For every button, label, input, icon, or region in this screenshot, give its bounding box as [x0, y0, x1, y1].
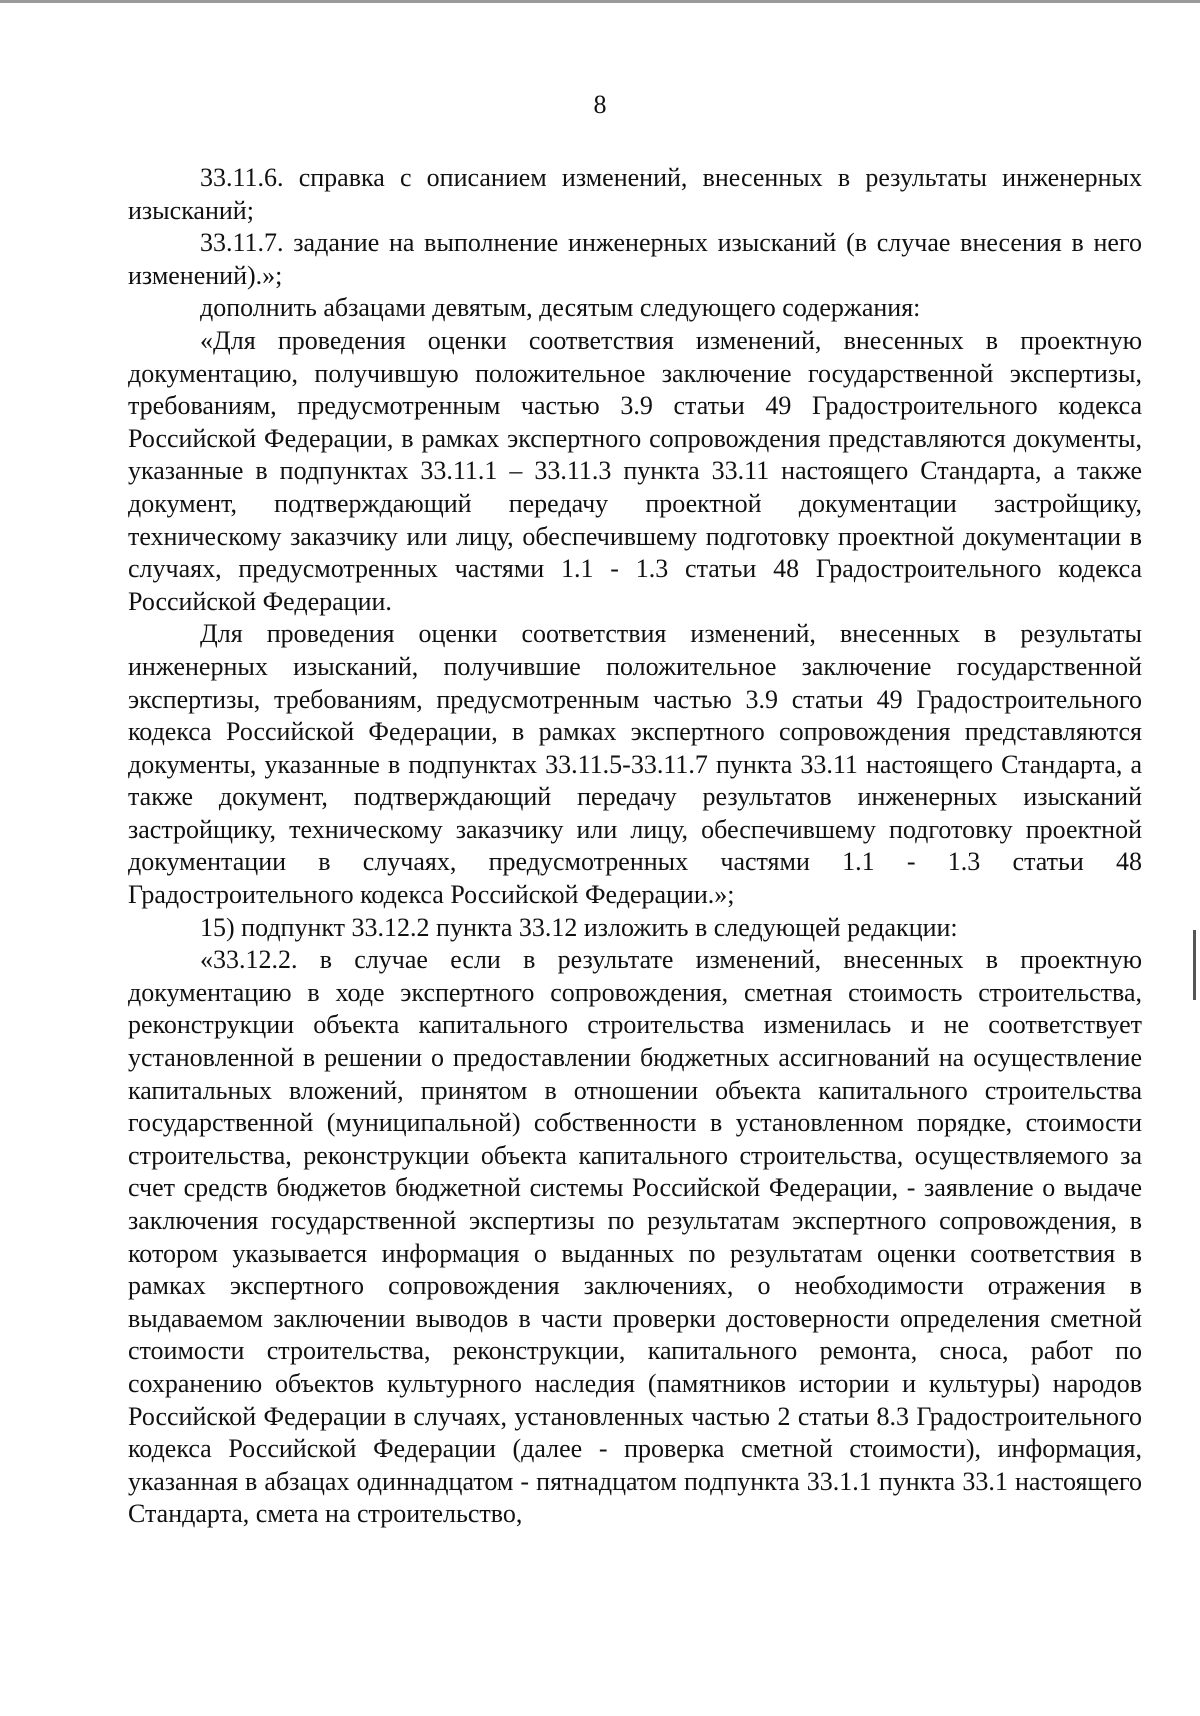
- paragraph-project-documentation: «Для проведения оценки соответствия изменений, внесенных в проектную документацию, получившую положительное заключение государственной экспертизы, требованиям, предусмотренным частью 3.9 статьи 49 Градостроительного кодекса Российской Федерации, в рамках экспертного сопровождения представляются документы, указанные в подпунктах 33.11.1 – 33.11.3 пункта 33.11 настоящего Стандарта, а также документ, подтверждающий передачу проектной документации застройщику, техническому заказчику или лицу, обеспечившему подготовку проектной документации в случаях, предусмотренных частями 1.1 - 1.3 статьи 48 Градостроительного кодекса Российской Федерации.: [128, 325, 1142, 616]
- document-body: [128, 162, 1142, 1531]
- paragraph-33-12-2: «33.12.2. в случае если в результате изменений, внесенных в проектную документацию в ходе экспертного сопровождения, сметная стоимость строительства, реконструкции объекта капитального строительства изменилась и не соответствует установленной в решении о предоставлении бюджетных ассигнований на осуществление капитальных вложений, принятом в отношении объекта капитального строительства государственной (муниципальной) собственности в установленном порядке, стоимости строительства, реконструкции объекта капитального строительства, осуществляемого за счет средств бюджетов бюджетной системы Российской Федерации, - заявление о выдаче заключения государственной экспертизы по результатам экспертного сопровождения, в котором указывается информация о выданных по результатам оценки соответствия в рамках экспертного сопровождения заключениях, о необходимости отражения в выдаваемом заключении выводов в части проверки достоверности определения сметной стоимости строительства, реконструкции, капитального ремонта, сноса, работ по сохранению объектов культурного наследия (памятников истории и культуры) народов Российской Федерации в случаях, установленных частью 2 статьи 8.3 Градостроительного кодекса Российской Федерации (далее - проверка сметной стоимости), информация, указанная в абзацах одиннадцатом - пятнадцатом подпункта 33.1.1 пункта 33.1 настоящего Стандарта, смета на строительство,: [128, 945, 1142, 1529]
- scan-top-edge: [0, 0, 1200, 3]
- paragraph-amendment-intro: дополнить абзацами девятым, десятым следующего содержания:: [200, 293, 921, 323]
- scan-edge-mark: [1193, 930, 1196, 1000]
- paragraph-33-11-7: 33.11.7. задание на выполнение инженерных изысканий (в случае внесения в него изменений).»;: [128, 228, 1142, 290]
- paragraph-engineering-surveys: Для проведения оценки соответствия изменений, внесенных в результаты инженерных изысканий, получившие положительное заключение государственной экспертизы, требованиям, предусмотренным частью 3.9 статьи 49 Градостроительного кодекса Российской Федерации, в рамках экспертного сопровождения представляются документы, указанные в подпунктах 33.11.5-33.11.7 пункта 33.11 настоящего Стандарта, а также документ, подтверждающий передачу результатов инженерных изысканий застройщику, техническому заказчику или лицу, обеспечившему подготовку проектной документации в случаях, предусмотренных частями 1.1 - 1.3 статьи 48 Градостроительного кодекса Российской Федерации.»;: [128, 619, 1142, 910]
- page-number: 8: [593, 90, 607, 119]
- paragraph-item-15: 15) подпункт 33.12.2 пункта 33.12 изложить в следующей редакции:: [200, 912, 958, 942]
- paragraph-33-11-6: 33.11.6. справка с описанием изменений, внесенных в результаты инженерных изысканий;: [128, 163, 1142, 225]
